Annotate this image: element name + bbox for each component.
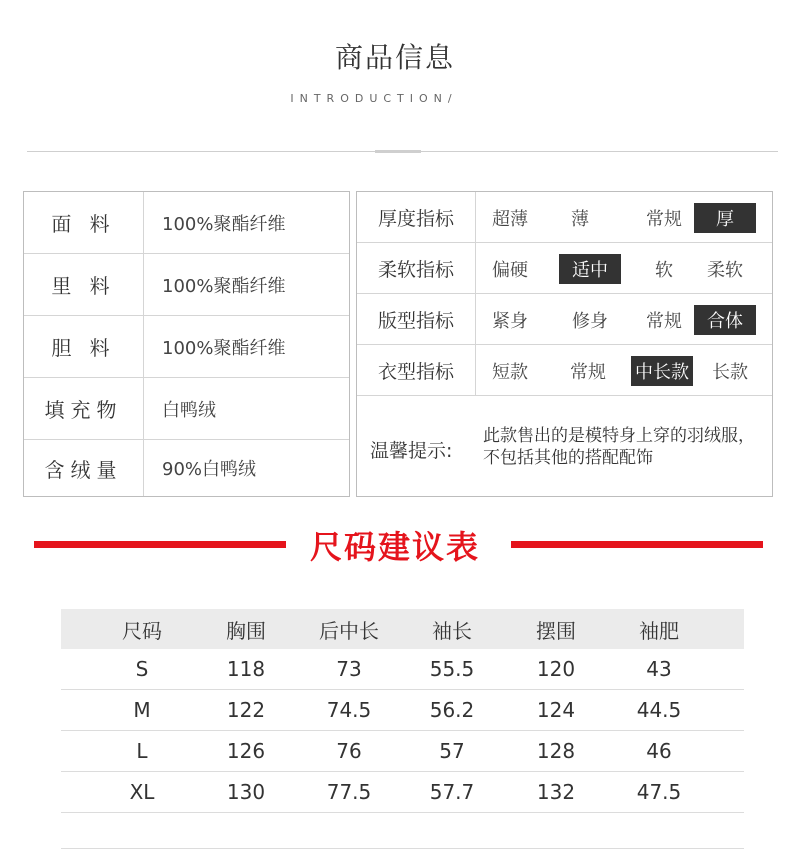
- material-label: 胆 料: [24, 316, 144, 377]
- index-option: 紧身: [492, 311, 528, 332]
- material-row: [24, 254, 349, 316]
- size-header-cell: 后中长: [319, 618, 379, 643]
- material-row: [24, 378, 349, 440]
- size-cell: 120: [536, 657, 576, 681]
- index-option-selected: 中长款: [631, 356, 693, 386]
- index-option: 柔软: [707, 260, 743, 281]
- size-header-cell: 袖长: [432, 618, 472, 643]
- index-option: 常规: [570, 362, 606, 383]
- size-cell: M: [133, 698, 151, 722]
- size-header-cell: 袖肥: [639, 618, 679, 643]
- size-row: [61, 772, 744, 813]
- tip-text: 此款售出的是模特身上穿的羽绒服，不包括其他的搭配配饰: [483, 426, 755, 468]
- size-cell: 46: [646, 739, 672, 763]
- index-option: 超薄: [492, 209, 528, 230]
- index-option-selected: 厚: [694, 203, 756, 233]
- index-option-selected: 合体: [694, 305, 756, 335]
- index-row-thickness: [357, 192, 772, 243]
- size-cell: L: [136, 739, 148, 763]
- size-cell: 132: [536, 780, 576, 804]
- material-row: [24, 316, 349, 378]
- tip-row: [357, 396, 772, 496]
- size-cell: 130: [226, 780, 266, 804]
- size-row: [61, 649, 744, 690]
- size-cell: 74.5: [326, 698, 372, 722]
- size-row: [61, 731, 744, 772]
- size-cell: 47.5: [636, 780, 682, 804]
- size-cell: 43: [646, 657, 672, 681]
- size-cell: XL: [129, 780, 155, 804]
- index-option: 常规: [646, 209, 682, 230]
- index-option: 薄: [571, 209, 589, 230]
- size-cell: 44.5: [636, 698, 682, 722]
- index-row-length: [357, 345, 772, 396]
- index-option-selected: 适中: [559, 254, 621, 284]
- material-value: 90%白鸭绒: [162, 459, 257, 480]
- size-cell: 128: [536, 739, 576, 763]
- size-row: [61, 690, 744, 731]
- size-header-cell: 摆围: [536, 618, 576, 643]
- index-table: [356, 191, 773, 497]
- index-option: 长款: [712, 362, 748, 383]
- materials-table: [23, 191, 350, 497]
- index-label: 厚度指标: [357, 192, 476, 242]
- material-row: [24, 440, 349, 496]
- index-label: 版型指标: [357, 294, 476, 344]
- page-subtitle: INTRODUCTION/: [290, 92, 458, 105]
- size-cell: 122: [226, 698, 266, 722]
- material-value: 100%聚酯纤维: [162, 275, 286, 297]
- size-table-bottom-rule: [61, 848, 744, 849]
- size-header-cell: 胸围: [226, 618, 266, 643]
- index-option: 常规: [646, 311, 682, 332]
- material-label: 里 料: [24, 254, 144, 315]
- size-cell: 73: [336, 657, 362, 681]
- header-divider-accent: [375, 150, 421, 153]
- size-cell: 57: [439, 739, 465, 763]
- index-option: 软: [655, 260, 673, 281]
- size-cell: 76: [336, 739, 362, 763]
- size-section-title: 尺码建议表: [309, 528, 480, 566]
- material-value: 100%聚酯纤维: [162, 337, 286, 359]
- material-value: 100%聚酯纤维: [162, 213, 286, 235]
- size-table-header: [61, 609, 744, 649]
- index-label: 衣型指标: [357, 345, 476, 395]
- index-label: 柔软指标: [357, 243, 476, 293]
- index-option: 短款: [492, 362, 528, 383]
- size-cell: S: [135, 657, 149, 681]
- page-title: 商品信息: [334, 41, 455, 74]
- index-row-fit: [357, 294, 772, 345]
- tip-label: 温馨提示:: [370, 440, 453, 462]
- material-label: 含绒量: [24, 440, 144, 496]
- size-cell: 77.5: [326, 780, 372, 804]
- size-header-cell: 尺码: [122, 618, 162, 643]
- material-value: 白鸭绒: [162, 399, 216, 421]
- material-label: 面 料: [24, 192, 144, 253]
- size-cell: 56.2: [429, 698, 475, 722]
- material-row: [24, 192, 349, 254]
- size-cell: 57.7: [429, 780, 475, 804]
- size-cell: 124: [536, 698, 576, 722]
- material-label: 填充物: [24, 378, 144, 439]
- size-cell: 118: [226, 657, 266, 681]
- index-option: 修身: [572, 311, 608, 332]
- index-option: 偏硬: [492, 260, 528, 281]
- size-cell: 55.5: [429, 657, 475, 681]
- index-row-softness: [357, 243, 772, 294]
- size-cell: 126: [226, 739, 266, 763]
